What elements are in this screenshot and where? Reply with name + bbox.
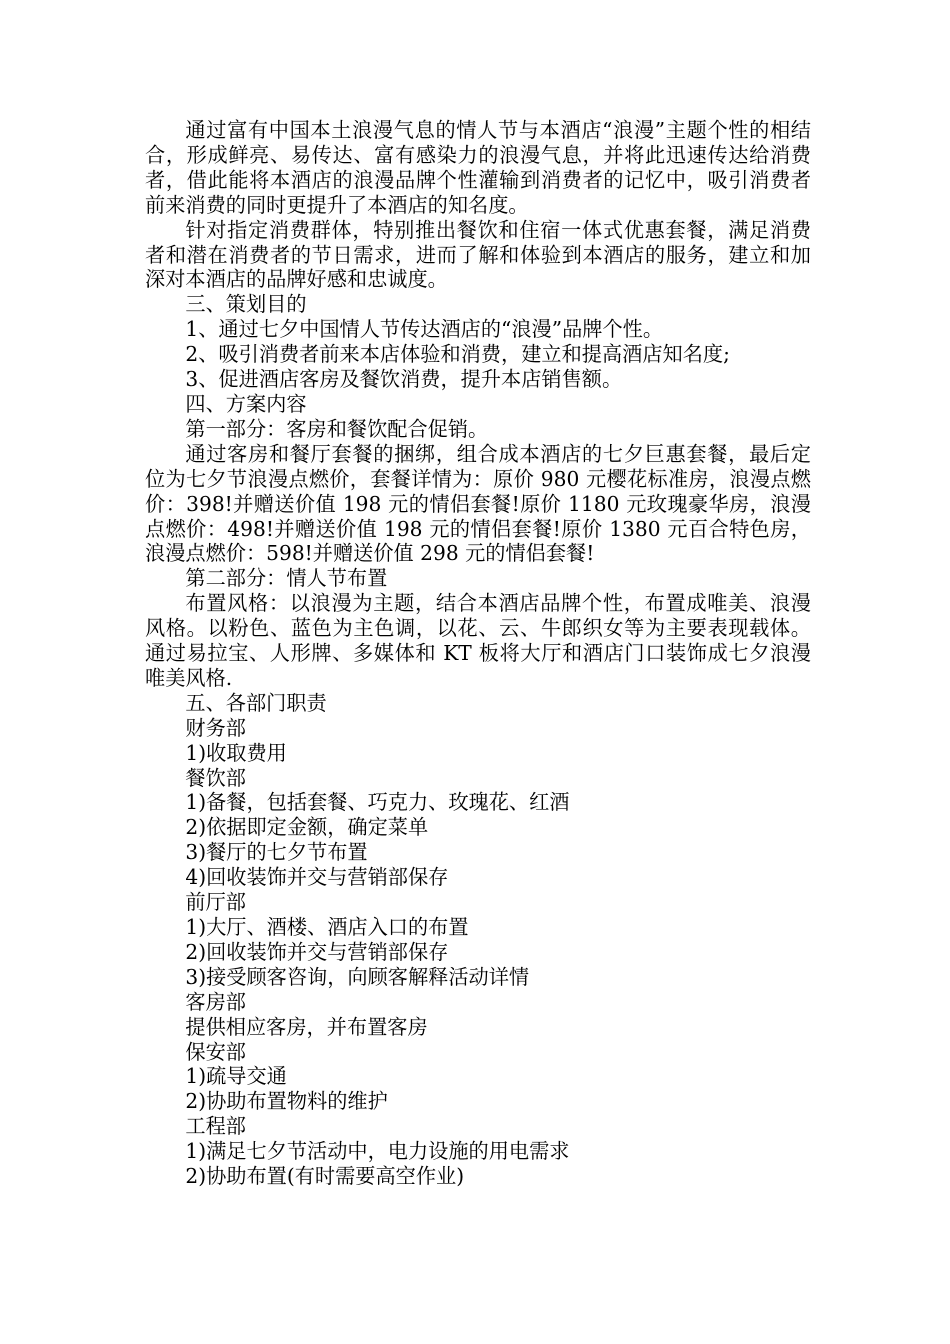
- department-task: 2)协助布置物料的维护: [185, 1089, 388, 1114]
- department-task: 4)回收装饰并交与营销部保存: [185, 865, 449, 890]
- department-task: 1)备餐，包括套餐、巧克力、玫瑰花、红酒: [185, 790, 570, 815]
- part-heading-promotion: 第一部分：客房和餐饮配合促销。: [185, 416, 489, 441]
- department-task: 1)疏导交通: [185, 1064, 287, 1089]
- department-task: 3)餐厅的七夕节布置: [185, 840, 368, 865]
- department-task: 提供相应客房，并布置客房: [185, 1014, 428, 1039]
- section-heading-plan: 四、方案内容: [185, 391, 307, 416]
- part-heading-decoration: 第二部分：情人节布置: [185, 566, 388, 591]
- document-body: [145, 118, 811, 1189]
- paragraph-brand-concept: 通过富有中国本土浪漫气息的情人节与本酒店“浪漫”主题个性的相结合，形成鲜亮、易传达、富有感染力的浪漫气息，并将此迅速传达给消费者，借此能将本酒店的浪漫品牌个性灌输到消费者的记忆中，吸引消费者前来消费的同时更提升了本酒店的知名度。: [145, 118, 811, 217]
- paragraph-package-details: 通过客房和餐厅套餐的捆绑，组合成本酒店的七夕巨惠套餐，最后定位为七夕节浪漫点燃价，套餐详情为：原价 980 元樱花标准房，浪漫点燃价：398!并赠送价值 198 元的情侣套餐!原价 1180 元玫瑰豪华房，浪漫点燃价：498!并赠送价值 198 元的情侣套餐!原价 1380 元百合特色房，浪漫点燃价：598!并赠送价值 298 元的情侣套餐!: [145, 441, 811, 566]
- section-heading-objectives: 三、策划目的: [185, 292, 307, 317]
- paragraph-target-package: 针对指定消费群体，特别推出餐饮和住宿一体式优惠套餐，满足消费者和潜在消费者的节日需求，进而了解和体验到本酒店的服务，建立和加深对本酒店的品牌好感和忠诚度。: [145, 217, 811, 292]
- paragraph-decoration-style: 布置风格：以浪漫为主题，结合本酒店品牌个性，布置成唯美、浪漫风格。以粉色、蓝色为主色调，以花、云、牛郎织女等为主要表现载体。通过易拉宝、人形牌、多媒体和 KT 板将大厅和酒店门口装饰成七夕浪漫唯美风格.: [145, 591, 811, 690]
- department-task: 2)依据即定金额，确定菜单: [185, 815, 429, 840]
- department-name: 餐饮部: [185, 765, 246, 790]
- department-name: 工程部: [185, 1114, 246, 1139]
- objective-item: 1、通过七夕中国情人节传达酒店的“浪漫”品牌个性。: [185, 317, 664, 342]
- objective-item: 3、促进酒店客房及餐饮消费，提升本店销售额。: [185, 367, 623, 392]
- department-name: 财务部: [185, 715, 246, 740]
- department-task: 3)接受顾客咨询，向顾客解释活动详情: [185, 964, 530, 989]
- department-task: 1)收取费用: [185, 740, 287, 765]
- department-name: 客房部: [185, 989, 246, 1014]
- department-name: 保安部: [185, 1039, 246, 1064]
- section-heading-responsibilities: 五、各部门职责: [185, 690, 327, 715]
- department-task: 1)大厅、酒楼、酒店入口的布置: [185, 915, 469, 939]
- department-name: 前厅部: [185, 890, 246, 915]
- objective-item: 2、吸引消费者前来本店体验和消费，建立和提高酒店知名度;: [185, 342, 730, 367]
- department-task: 2)回收装饰并交与营销部保存: [185, 939, 449, 964]
- department-task: 1)满足七夕节活动中，电力设施的用电需求: [185, 1139, 570, 1164]
- department-task: 2)协助布置(有时需要高空作业): [185, 1164, 465, 1189]
